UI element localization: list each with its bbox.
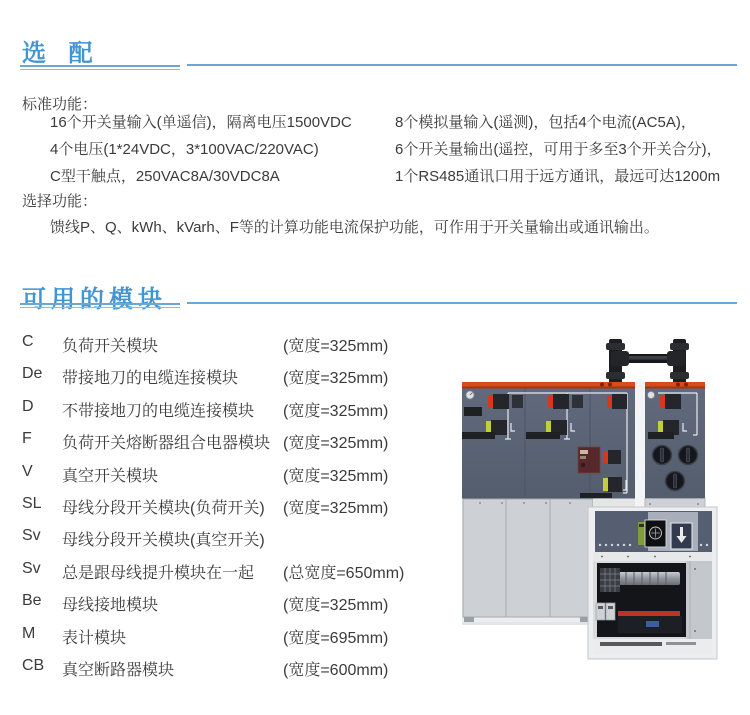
module-name: 总是跟母线提升模块在一起 — [62, 564, 255, 582]
title-underline — [20, 301, 737, 308]
module-name: 母线接地模块 — [62, 597, 159, 615]
switchgear-illustration — [450, 335, 750, 675]
module-row — [22, 359, 442, 391]
module-code: De — [22, 365, 43, 383]
module-list — [22, 327, 442, 683]
module-code: D — [22, 397, 34, 415]
module-row — [22, 586, 442, 618]
module-code: CB — [22, 656, 45, 674]
module-name: 真空断路器模块 — [62, 661, 175, 679]
optional-functions-text: 馈线P、Q、kWh、kVarh、F等的计算功能电流保护功能，可作用于开关量输出或通讯输出。 — [50, 219, 659, 236]
module-code: M — [22, 624, 36, 642]
module-code: F — [22, 430, 32, 448]
busbar-bridge-icon — [606, 339, 689, 384]
module-width: (宽度=325mm) — [283, 499, 389, 517]
standard-right-column — [395, 109, 722, 190]
standard-functions-label: 标准功能： — [22, 96, 98, 113]
standard-left-column — [50, 109, 352, 190]
module-row — [22, 619, 442, 651]
module-row — [22, 651, 442, 683]
module-code: V — [22, 462, 33, 480]
standard-function-line: C型干触点，250VAC8A/30VDC8A — [50, 168, 280, 185]
module-width: (宽度=325mm) — [283, 467, 389, 485]
module-width: (宽度=325mm) — [283, 435, 389, 453]
module-width: (宽度=695mm) — [283, 629, 389, 647]
module-row — [22, 392, 442, 424]
switchgear-photo — [450, 335, 750, 675]
standard-function-line: 8个模拟量输入(遥测)，包括4个电流(AC5A)， — [395, 114, 696, 131]
metering-module — [588, 507, 717, 659]
module-row — [22, 457, 442, 489]
module-row — [22, 554, 442, 586]
standard-function-line: 6个开关量输出(遥控，可用于多至3个开关合分)， — [395, 141, 722, 158]
module-row — [22, 521, 442, 553]
module-code: Sv — [22, 559, 41, 577]
right-cabinet — [645, 382, 705, 511]
module-name: 表计模块 — [62, 629, 127, 647]
module-name: 不带接地刀的电缆连接模块 — [62, 402, 255, 420]
module-code: Sv — [22, 527, 41, 545]
optional-functions-label: 选择功能： — [22, 193, 98, 210]
section-title-available-modules: 可用的模块 — [22, 286, 167, 313]
module-name: 负荷开关熔断器组合电器模块 — [62, 435, 271, 453]
standard-function-line: 4个电压(1*24VDC，3*100VAC/220VAC) — [50, 141, 319, 158]
underline-right-segment — [187, 302, 737, 304]
standard-function-line: 1个RS485通讯口用于远方通讯，最远可达1200m — [395, 168, 721, 185]
underline-right-segment — [187, 64, 737, 66]
module-row — [22, 424, 442, 456]
underline-left-segment — [20, 65, 180, 70]
standard-function-line: 16个开关量输入(单遥信)，隔离电压1500VDC — [50, 114, 352, 131]
module-width: (宽度=325mm) — [283, 370, 389, 388]
underline-left-segment — [20, 303, 180, 308]
module-code: C — [22, 333, 34, 350]
module-width: (宽度=600mm) — [283, 661, 389, 679]
module-name: 负荷开关模块 — [62, 338, 159, 355]
module-width: (宽度=325mm) — [283, 338, 389, 355]
module-name: 真空开关模块 — [62, 467, 159, 485]
module-width: (总宽度=650mm) — [283, 564, 405, 582]
section-title-optional-config: 选 配 — [22, 40, 101, 67]
module-width: (宽度=325mm) — [283, 597, 389, 615]
module-name: 母线分段开关模块(真空开关) — [62, 532, 265, 550]
module-row — [22, 489, 442, 521]
title-underline — [20, 63, 737, 70]
module-width: (宽度=325mm) — [283, 402, 389, 420]
module-code: Be — [22, 592, 42, 610]
module-row — [22, 327, 442, 359]
module-name: 母线分段开关模块(负荷开关) — [62, 499, 265, 517]
module-name: 带接地刀的电缆连接模块 — [62, 370, 239, 388]
module-code: SL — [22, 494, 42, 512]
